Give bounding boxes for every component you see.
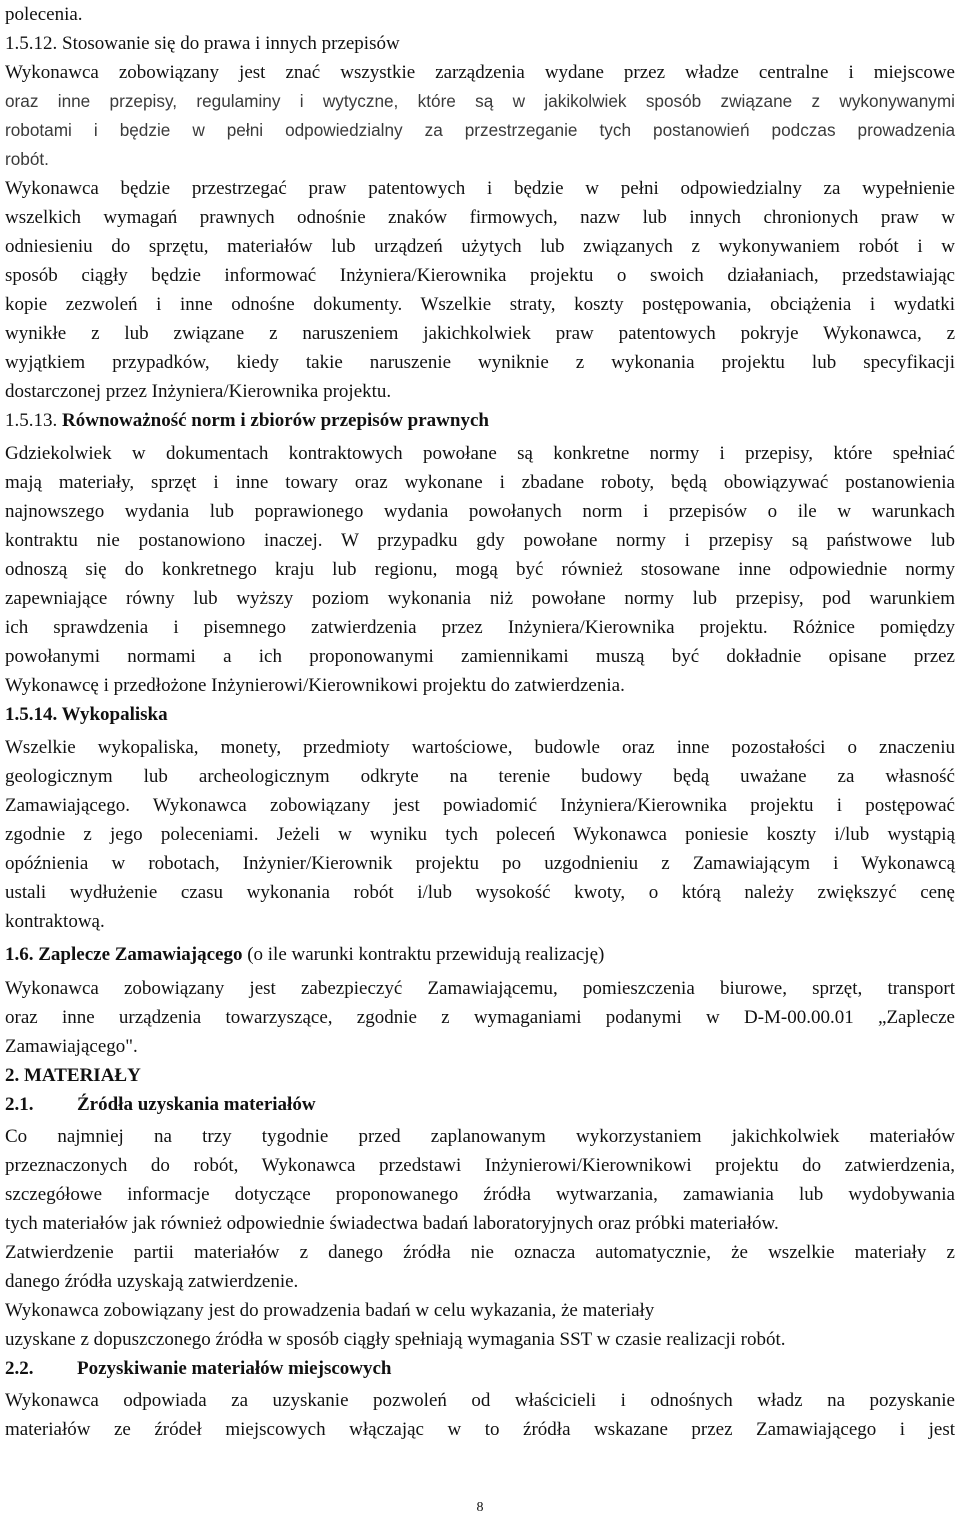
text-line: robotami i będzie w pełni odpowiedzialny za przestrzeganie tych postanowień podczas prowadzenia	[5, 120, 955, 140]
section-heading-2-1	[5, 1090, 955, 1119]
text-line: odniesieniu do sprzętu, materiałów lub urządzeń użytych lub związanych z wykonywaniem robót i w	[5, 236, 955, 257]
text-line: ich sprawdzenia i pisemnego zatwierdzenia przez Inżyniera/Kierownika projektu. Różnice pomiędzy	[5, 617, 955, 638]
text-line: opóźnienia w robotach, Inżynier/Kierownik projektu po uzgodnieniu z Zamawiającym i Wykonawcą	[5, 853, 955, 874]
text-line: sposób ciągły będzie informować Inżyniera/Kierownika projektu o swoich działaniach, przedstawiając	[5, 265, 955, 286]
text-line: przeznaczonych do robót, Wykonawca przedstawi Inżynierowi/Kierownikowi projektu do zatwierdzenia,	[5, 1155, 955, 1176]
section-title: Źródła uzyskania materiałów	[77, 1094, 316, 1115]
section-heading-1-5-13	[5, 406, 955, 435]
section-heading-1-5-14: 1.5.14. Wykopaliska	[5, 704, 168, 725]
text-line: dostarczonej przez Inżyniera/Kierownika projektu.	[5, 381, 392, 402]
text-line: danego źródła uzyskają zatwierdzenie.	[5, 1271, 299, 1292]
text-line: mają materiały, sprzęt i inne towary oraz wykonane i zbadane roboty, będą obowiązywać postanowienia	[5, 472, 955, 493]
text-line: geologicznym lub archeologicznym odkryte na terenie budowy będą uważane za własność	[5, 766, 955, 787]
text-line: zgodnie z jego poleceniami. Jeżeli w wyniku tych poleceń Wykonawca poniesie koszty i/lub wystąpią	[5, 824, 955, 845]
section-heading-1-5-12: 1.5.12. Stosowanie się do prawa i innych przepisów	[5, 33, 400, 54]
text-line: uzyskane z dopuszczonego źródła w sposób ciągły spełniają wymagania SST w czasie realizacji robót.	[5, 1329, 786, 1350]
text-line: Wykonawca zobowiązany jest znać wszystkie zarządzenia wydane przez władze centralne i miejscowe	[5, 62, 955, 83]
text-line: odnoszą się do konkretnego kraju lub regionu, mogą być również stosowane inne odpowiednie normy	[5, 559, 955, 580]
text-line: polecenia.	[5, 4, 83, 25]
chapter-heading-2: 2. MATERIAŁY	[5, 1065, 141, 1086]
section-number: 2.2.	[5, 1358, 34, 1379]
text-line: zapewniające równy lub wyższy poziom wykonania niż powołane normy lub przepisy, pod warunkiem	[5, 588, 955, 609]
text-line: kopie zezwoleń i inne odnośne dokumenty. Wszelkie straty, koszty postępowania, obciążenia i wydatki	[5, 294, 955, 315]
text-line: wyjątkiem przypadków, kiedy takie naruszenie wyniknie z wykonania projektu lub specyfikacji	[5, 352, 955, 373]
text-line: Wykonawca zobowiązany jest do prowadzenia badań w celu wykazania, że materiały	[5, 1300, 655, 1321]
text-line: Zatwierdzenie partii materiałów z danego źródła nie oznacza automatycznie, że wszelkie materiały z	[5, 1242, 955, 1263]
section-title: 1.6. Zaplecze Zamawiającego	[5, 944, 243, 965]
text-line: ustali wydłużenie czasu wykonania robót i/lub wysokość kwoty, o którą należy zwiększyć cenę	[5, 882, 955, 903]
text-line: Wykonawca zobowiązany jest zabezpieczyć Zamawiającemu, pomieszczenia biurowe, sprzęt, transport	[5, 978, 955, 999]
text-line: najnowszego wydania lub poprawionego wydania powołanych norm i przepisów o ile w warunkach	[5, 501, 955, 522]
text-line: tych materiałów jak również odpowiednie świadectwa badań laboratoryjnych oraz próbki materiałów.	[5, 1213, 779, 1234]
text-line: Co najmniej na trzy tygodnie przed zaplanowanym wykorzystaniem jakichkolwiek materiałów	[5, 1126, 955, 1147]
section-title: Pozyskiwanie materiałów miejscowych	[77, 1358, 392, 1379]
text-line: Wykonawca będzie przestrzegać praw patentowych i będzie w pełni odpowiedzialny za wypełnienie	[5, 178, 955, 199]
section-heading-1-6	[5, 940, 955, 969]
text-line: Zamawiającego".	[5, 1036, 138, 1057]
page-number: 8	[476, 1500, 484, 1515]
section-title: Równoważność norm i zbiorów przepisów prawnych	[62, 410, 489, 431]
text-line: powołanymi normami a ich proponowanymi zamiennikami muszą być dokładnie opisane przez	[5, 646, 955, 667]
text-line: Zamawiającego. Wykonawca zobowiązany jest powiadomić Inżyniera/Kierownika projektu i postępować	[5, 795, 955, 816]
section-note: (o ile warunki kontraktu przewidują realizację)	[242, 944, 605, 965]
text-line: Wykonawca odpowiada za uzyskanie pozwoleń od właścicieli i odnośnych władz na pozyskanie	[5, 1390, 955, 1411]
text-line: wszelkich wymagań prawnych odnośnie znaków firmowych, nazw lub innych chronionych praw w	[5, 207, 955, 228]
section-heading-2-2	[5, 1354, 955, 1383]
text-line: kontraktową.	[5, 911, 105, 932]
text-line: robót.	[5, 149, 49, 169]
text-line: Wszelkie wykopaliska, monety, przedmioty wartościowe, budowle oraz inne pozostałości o znaczeniu	[5, 737, 955, 758]
section-number: 2.1.	[5, 1094, 34, 1115]
text-line: Wykonawcę i przedłożone Inżynierowi/Kierownikowi projektu do zatwierdzenia.	[5, 675, 625, 696]
text-line: Gdziekolwiek w dokumentach kontraktowych powołane są konkretne normy i przepisy, które spełniać	[5, 443, 955, 464]
text-line: materiałów ze źródeł miejscowych włączając w to źródła wskazane przez Zamawiającego i jest	[5, 1419, 955, 1440]
text-line: szczegółowe informacje dotyczące proponowanego źródła wytwarzania, zamawiania lub wydobywania	[5, 1184, 955, 1205]
text-line: oraz inne przepisy, regulaminy i wytyczne, które są w jakikolwiek sposób związane z wykonywanymi	[5, 91, 955, 111]
text-line: wynikłe z lub związane z naruszeniem jakichkolwiek praw patentowych pokryje Wykonawca, z	[5, 323, 955, 344]
text-line: kontraktu nie postanowiono inaczej. W przypadku gdy powołane normy i przepisy są państwowe lub	[5, 530, 955, 551]
text-line: oraz inne urządzenia towarzyszące, zgodnie z wymaganiami podanymi w D-M-00.00.01 „Zaplecze	[5, 1007, 955, 1028]
section-number: 1.5.13.	[5, 410, 62, 431]
